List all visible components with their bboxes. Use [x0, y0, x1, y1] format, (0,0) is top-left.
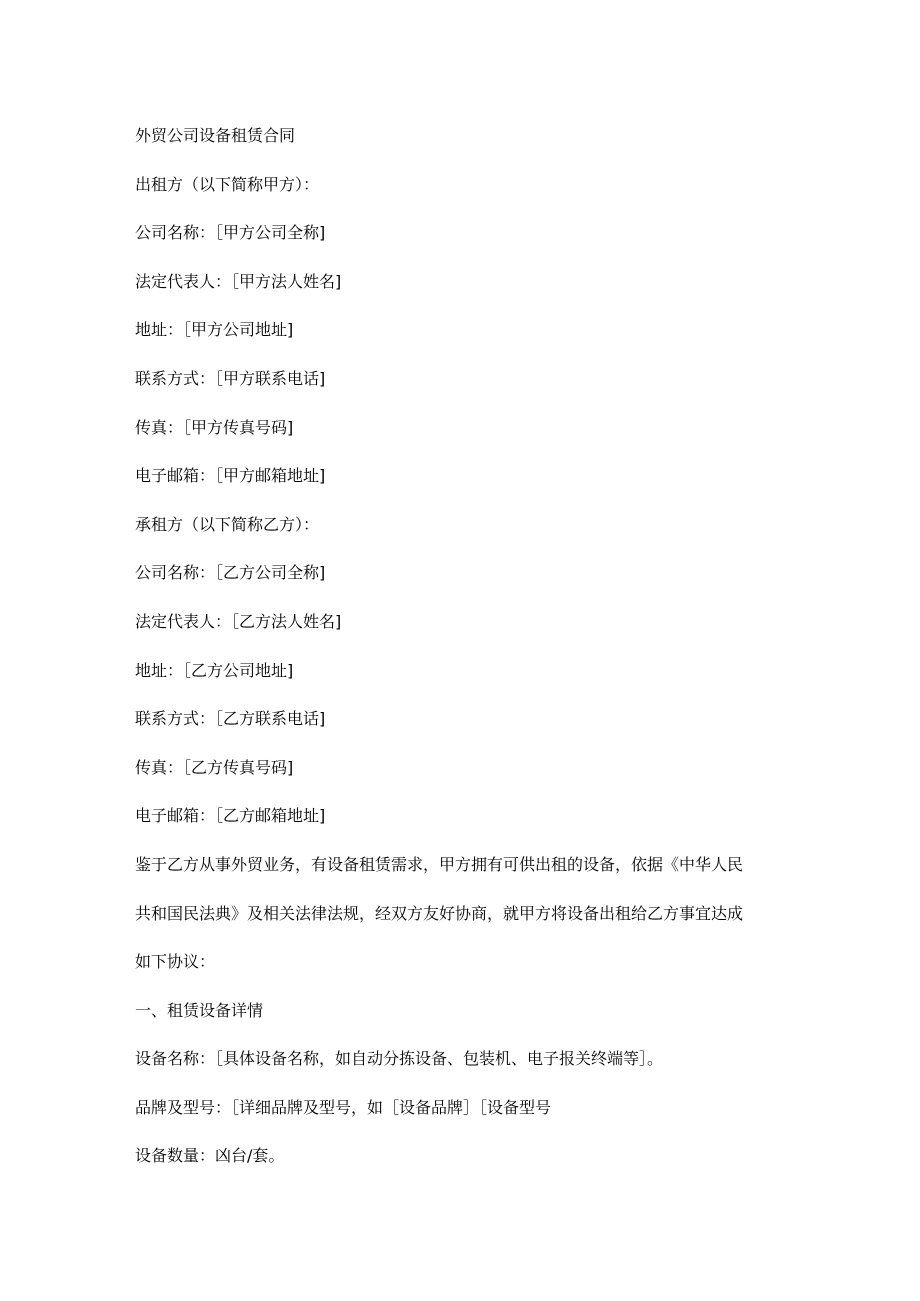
- document-title: 外贸公司设备租赁合同: [135, 126, 296, 145]
- lessee-email: 电子邮箱：［乙方邮箱地址]: [135, 806, 326, 826]
- section-heading: 一、租赁设备详情: [135, 1000, 264, 1020]
- lessor-email: 电子邮箱：［甲方邮箱地址]: [135, 466, 326, 486]
- lessee-address: 地址：［乙方公司地址]: [135, 660, 294, 680]
- preamble-line: 鉴于乙方从事外贸业务，有设备租赁需求，甲方拥有可供出租的设备，依据《中华人民: [135, 854, 744, 874]
- lessor-company: 公司名称：［甲方公司全称]: [135, 223, 326, 243]
- device-name: 设备名称：［具体设备名称，如自动分拣设备、包装机、电子报关终端等］。: [135, 1049, 664, 1069]
- lessor-fax: 传真：［甲方传真号码]: [135, 417, 294, 437]
- lessor-legal-rep: 法定代表人：［甲方法人姓名]: [135, 271, 342, 291]
- lessor-address: 地址：［甲方公司地址]: [135, 320, 294, 340]
- lessor-heading: 出租方（以下简称甲方）：: [135, 174, 320, 194]
- device-quantity: 设备数量：凶台/套。: [135, 1146, 285, 1166]
- lessee-fax: 传真：［乙方传真号码]: [135, 757, 294, 777]
- lessee-heading: 承租方（以下简称乙方）：: [135, 514, 320, 534]
- lessee-legal-rep: 法定代表人：［乙方法人姓名]: [135, 611, 342, 631]
- lessee-contact: 联系方式：［乙方联系电话]: [135, 709, 326, 729]
- preamble-line: 如下协议：: [135, 952, 216, 972]
- contract-document: [135, 124, 795, 1193]
- preamble-line: 共和国民法典》及相关法律法规，经双方友好协商，就甲方将设备出租给乙方事宜达成: [135, 903, 744, 923]
- lessor-contact: 联系方式：［甲方联系电话]: [135, 368, 326, 388]
- lessee-company: 公司名称：［乙方公司全称]: [135, 563, 326, 583]
- brand-model: 品牌及型号：［详细品牌及型号，如［设备品牌］［设备型号: [135, 1097, 552, 1117]
